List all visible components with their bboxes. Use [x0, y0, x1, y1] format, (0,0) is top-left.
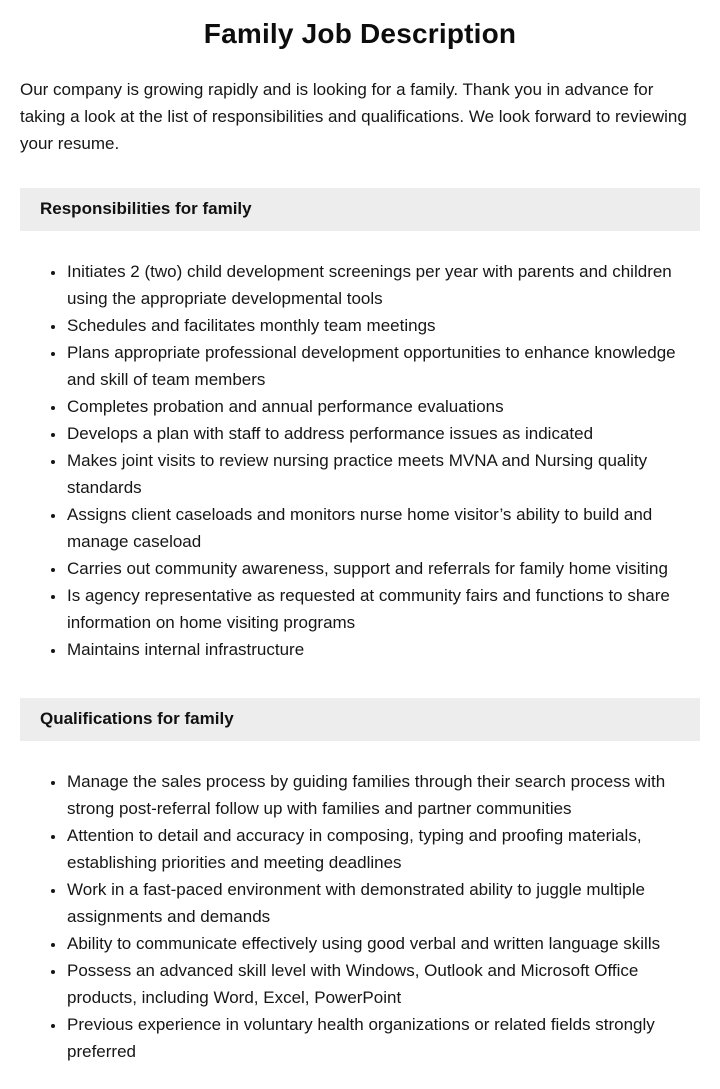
responsibilities-list — [20, 258, 700, 663]
list-item: • Maintains internal infrastructure — [66, 636, 700, 663]
section-header-qualifications: Qualifications for family — [20, 698, 700, 741]
list-item: • Is agency representative as requested at community fairs and functions to share information on home visiting programs — [66, 582, 700, 636]
list-item: • Manage the sales process by guiding families through their search process with strong post-referral follow up with families and partner communities — [66, 768, 700, 822]
list-item: • Plans appropriate professional development opportunities to enhance knowledge and skill of team members — [66, 339, 700, 393]
list-item: • Assigns client caseloads and monitors nurse home visitor’s ability to build and manage caseload — [66, 501, 700, 555]
list-item: • Ability to communicate effectively using good verbal and written language skills — [66, 930, 700, 957]
list-item: • Work in a fast-paced environment with demonstrated ability to juggle multiple assignments and demands — [66, 876, 700, 930]
list-item: • Develops a plan with staff to address performance issues as indicated — [66, 420, 700, 447]
qualifications-list — [20, 768, 700, 1065]
list-item: • Makes joint visits to review nursing practice meets MVNA and Nursing quality standards — [66, 447, 700, 501]
list-item: • Carries out community awareness, support and referrals for family home visiting — [66, 555, 700, 582]
list-item: • Attention to detail and accuracy in composing, typing and proofing materials, establishing priorities and meeting deadlines — [66, 822, 700, 876]
intro-paragraph: Our company is growing rapidly and is looking for a family. Thank you in advance for taking a look at the list of responsibilities and qualifications. We look forward to reviewing your resume. — [20, 80, 687, 153]
list-item: • Previous experience in voluntary health organizations or related fields strongly preferred — [66, 1011, 700, 1065]
section-header-responsibilities: Responsibilities for family — [20, 188, 700, 231]
list-item: • Completes probation and annual performance evaluations — [66, 393, 700, 420]
list-item: • Schedules and facilitates monthly team meetings — [66, 312, 700, 339]
page-title: Family Job Description — [203, 18, 517, 49]
list-item: • Initiates 2 (two) child development screenings per year with parents and children using the appropriate developmental tools — [66, 258, 700, 312]
list-item: • Possess an advanced skill level with Windows, Outlook and Microsoft Office products, including Word, Excel, PowerPoint — [66, 957, 700, 1011]
